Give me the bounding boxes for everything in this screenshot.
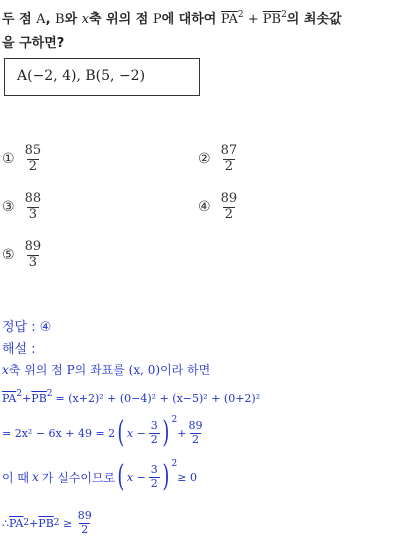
fraction bbox=[76, 510, 94, 536]
choice-fraction bbox=[23, 144, 44, 175]
text: 축 위의 점 bbox=[89, 12, 153, 27]
segment-pa: $\overline{PA}$ bbox=[9, 516, 24, 530]
segment-pb: $\overline{PB}$ bbox=[262, 12, 282, 27]
point-b: B bbox=[55, 12, 65, 27]
numerator: 89 bbox=[24, 239, 42, 254]
text: 와 bbox=[64, 12, 82, 27]
fraction bbox=[149, 464, 160, 490]
text: 두 점 bbox=[2, 12, 37, 27]
solution-line-2 bbox=[2, 389, 261, 405]
given-points-box bbox=[4, 58, 200, 96]
left-paren: ( bbox=[117, 459, 125, 494]
choice-fraction bbox=[23, 240, 44, 271]
operator: + bbox=[243, 12, 263, 27]
left-paren: ( bbox=[117, 415, 125, 450]
operator: + bbox=[22, 392, 32, 405]
point-p: P bbox=[152, 12, 162, 27]
point-a: A bbox=[36, 12, 46, 27]
segment-pa: $\overline{PA}$ bbox=[220, 12, 238, 27]
denominator: 2 bbox=[224, 206, 233, 222]
denominator: 2 bbox=[191, 432, 199, 446]
segment-pb: $\overline{PB}$ bbox=[31, 392, 47, 405]
choice-2[interactable] bbox=[198, 144, 239, 175]
numerator: 89 bbox=[188, 418, 203, 432]
numerator: 88 bbox=[24, 191, 42, 206]
expansion: = (x+2)² + (0−4)² + (x−5)² + (0+2)² bbox=[55, 392, 261, 405]
solution-line-1 bbox=[2, 361, 210, 378]
choice-5[interactable] bbox=[2, 240, 43, 271]
text: 의 최솟값 bbox=[286, 12, 342, 27]
choice-fraction bbox=[23, 192, 44, 223]
choice-1[interactable] bbox=[2, 144, 43, 175]
text: 이라 하면 bbox=[160, 363, 211, 377]
choice-mark: ① bbox=[2, 151, 15, 168]
exponent: 2 bbox=[46, 389, 53, 399]
numerator: 3 bbox=[150, 418, 158, 432]
choice-fraction bbox=[219, 192, 240, 223]
choice-4[interactable] bbox=[198, 192, 239, 223]
choice-3[interactable] bbox=[2, 192, 43, 223]
fraction bbox=[186, 420, 204, 446]
numerator: 87 bbox=[220, 143, 238, 158]
variable-x: x bbox=[2, 363, 9, 377]
numerator: 3 bbox=[150, 462, 158, 476]
exponent: 2 bbox=[237, 10, 244, 20]
question-line-1 bbox=[2, 8, 342, 27]
given-points: A(−2, 4), B(5, −2) bbox=[17, 68, 146, 84]
denominator: 2 bbox=[224, 158, 233, 174]
operator: + bbox=[177, 426, 187, 440]
choice-mark: ④ bbox=[198, 199, 211, 216]
text: 이 때 bbox=[2, 470, 29, 485]
segment-pb: $\overline{PB}$ bbox=[38, 516, 54, 530]
text: , bbox=[45, 12, 56, 27]
text: 에 대하여 bbox=[161, 12, 221, 27]
inequality: ≥ 0 bbox=[177, 470, 197, 484]
right-paren: ) bbox=[162, 459, 170, 494]
solution-line-3: = 2x² − 6x + 49 = 2 ( x − $\frac{3}{2}$ ) 2 + $\frac{89}{2}$ bbox=[2, 415, 203, 450]
exponent: 2 bbox=[16, 389, 23, 399]
numerator: 89 bbox=[220, 191, 238, 206]
question-line-2: 을 구하면? bbox=[2, 36, 65, 51]
segment-pa: $\overline{PA}$ bbox=[2, 392, 17, 405]
denominator: 2 bbox=[150, 476, 158, 490]
choice-mark: ⑤ bbox=[2, 247, 15, 264]
operator: + bbox=[29, 516, 39, 530]
answer-line bbox=[2, 316, 51, 335]
denominator: 2 bbox=[81, 522, 89, 536]
answer-label: 정답 : bbox=[2, 320, 40, 335]
inequality: ≥ bbox=[59, 516, 76, 530]
numerator: 85 bbox=[24, 143, 42, 158]
text: 가 실수이므로 bbox=[41, 470, 116, 485]
text: 축 위의 점 bbox=[8, 363, 67, 377]
point-p: P bbox=[66, 363, 75, 377]
fraction bbox=[149, 420, 160, 446]
text: 의 좌표를 bbox=[74, 363, 129, 377]
solution-line-5: ∴ $\overline{PA}$ 2 + $\overline{PB}$ 2 ≥ $\frac{89}{2}$ bbox=[2, 509, 92, 536]
right-paren: ) bbox=[162, 415, 170, 450]
expression: = 2x² − 6x + 49 = 2 bbox=[2, 426, 116, 440]
therefore-symbol: ∴ bbox=[2, 516, 9, 530]
variable-x: x bbox=[81, 12, 90, 27]
denominator: 2 bbox=[150, 432, 158, 446]
denominator: 3 bbox=[28, 206, 37, 222]
coordinate: (x, 0) bbox=[128, 363, 161, 377]
answer-value: ④ bbox=[39, 320, 52, 335]
denominator: 3 bbox=[28, 254, 37, 270]
expression: x − bbox=[126, 426, 146, 440]
exponent: 2 bbox=[281, 10, 287, 20]
solution-title: 해설 : bbox=[2, 342, 36, 357]
expression: x − bbox=[126, 470, 146, 484]
choice-mark: ③ bbox=[2, 199, 15, 216]
variable-x: x bbox=[32, 470, 39, 484]
numerator: 89 bbox=[77, 509, 92, 522]
choice-fraction bbox=[219, 144, 240, 175]
denominator: 2 bbox=[28, 158, 37, 174]
choice-mark: ② bbox=[198, 151, 211, 168]
solution-line-4: 이 때 x 가 실수이므로 ( x − $\frac{3}{2}$ ) 2 ≥ 0 bbox=[2, 459, 197, 494]
